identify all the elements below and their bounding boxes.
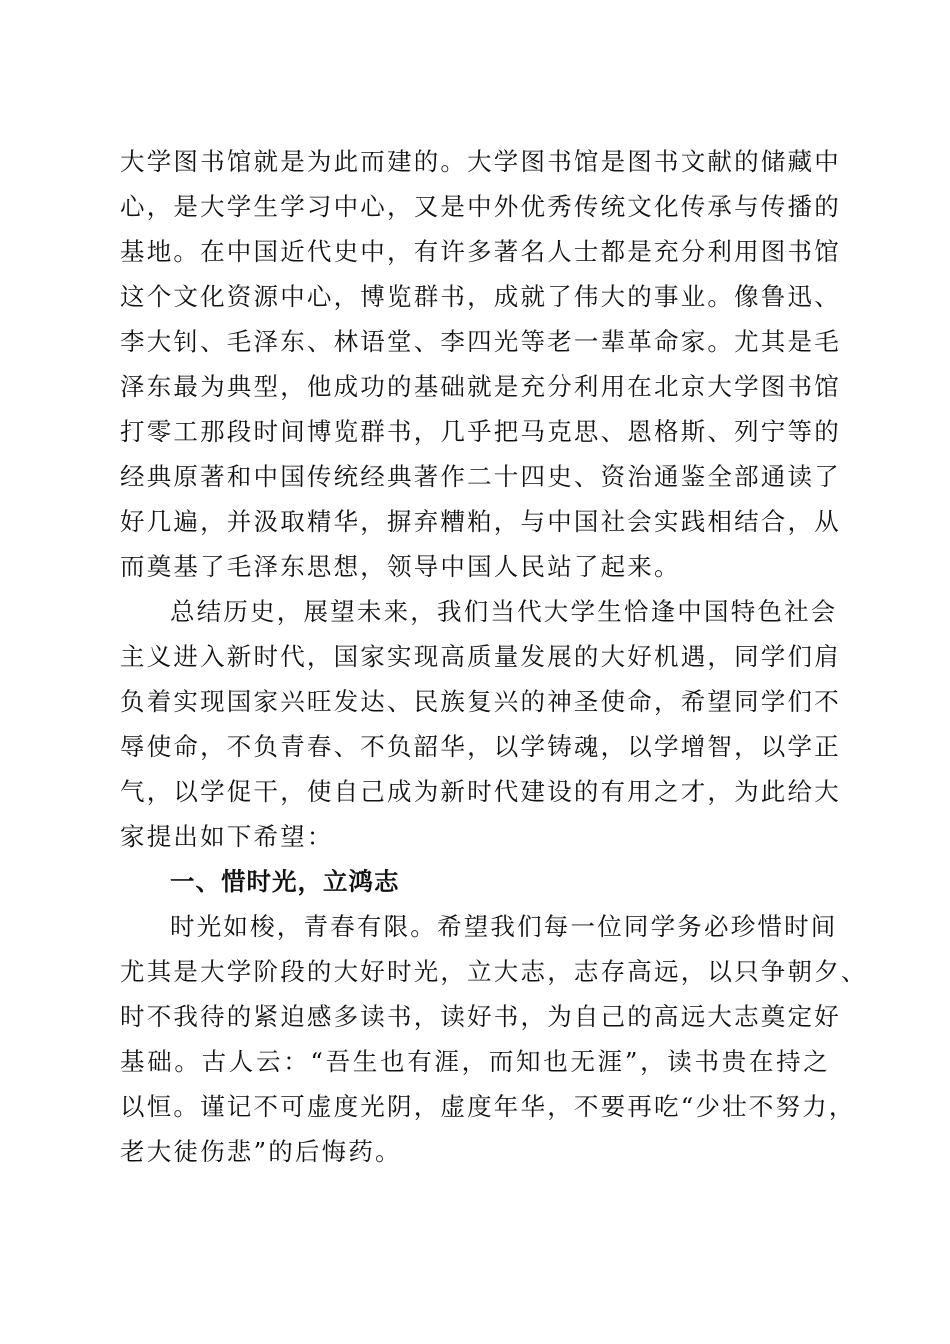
paragraph-line: 好几遍，并汲取精华，摒弃糟粕，与中国社会实践相结合，从 [120, 507, 841, 536]
paragraph-line: 老大徒伤悲”的后悔药。 [120, 1137, 402, 1166]
paragraph-line: 基础。古人云：“吾生也有涯，而知也无涯”，读书贵在持之 [120, 1047, 830, 1076]
paragraph-line: 时不我待的紧迫感多读书，读好书，为自己的高远大志奠定好 [120, 1002, 841, 1031]
paragraph-line: 李大钊、毛泽东、林语堂、李四光等老一辈革命家。尤其是毛 [120, 327, 841, 356]
paragraph-line: 心，是大学生学习中心，又是中外优秀传统文化传承与传播的 [120, 192, 841, 221]
paragraph-line: 这个文化资源中心，博览群书，成就了伟大的事业。像鲁迅、 [120, 282, 841, 311]
paragraph-line: 负着实现国家兴旺发达、民族复兴的神圣使命，希望同学们不 [120, 687, 841, 716]
paragraph-line: 打零工那段时间博览群书，几乎把马克思、恩格斯、列宁等的 [120, 417, 841, 446]
section-heading: 一、惜时光，立鸿志 [170, 867, 400, 896]
paragraph-line: 主义进入新时代，国家实现高质量发展的大好机遇，同学们肩 [120, 642, 841, 671]
paragraph-line: 基地。在中国近代史中，有许多著名人士都是充分利用图书馆 [120, 237, 841, 266]
paragraph-line: 而奠基了毛泽东思想，领导中国人民站了起来。 [120, 552, 681, 581]
paragraph-line: 经典原著和中国传统经典著作二十四史、资治通鉴全部通读了 [120, 462, 841, 491]
paragraph-line: 大学图书馆就是为此而建的。大学图书馆是图书文献的储藏中 [120, 147, 841, 176]
paragraph-line: 家提出如下希望： [120, 822, 334, 851]
paragraph-line: 泽东最为典型，他成功的基础就是充分利用在北京大学图书馆 [120, 372, 841, 401]
paragraph-line: 气，以学促干，使自己成为新时代建设的有用之才，为此给大 [120, 777, 841, 806]
paragraph-line: 以恒。谨记不可虚度光阴，虚度年华，不要再吃“少壮不努力， [120, 1092, 856, 1121]
paragraph-line: 辱使命，不负青春、不负韶华，以学铸魂，以学增智，以学正 [120, 732, 841, 761]
paragraph-line: 总结历史，展望未来，我们当代大学生恰逢中国特色社会 [170, 597, 838, 626]
paragraph-line: 尤其是大学阶段的大好时光，立大志，志存高远，以只争朝夕、 [120, 957, 868, 986]
paragraph-line: 时光如梭，青春有限。希望我们每一位同学务必珍惜时间 [170, 912, 838, 941]
